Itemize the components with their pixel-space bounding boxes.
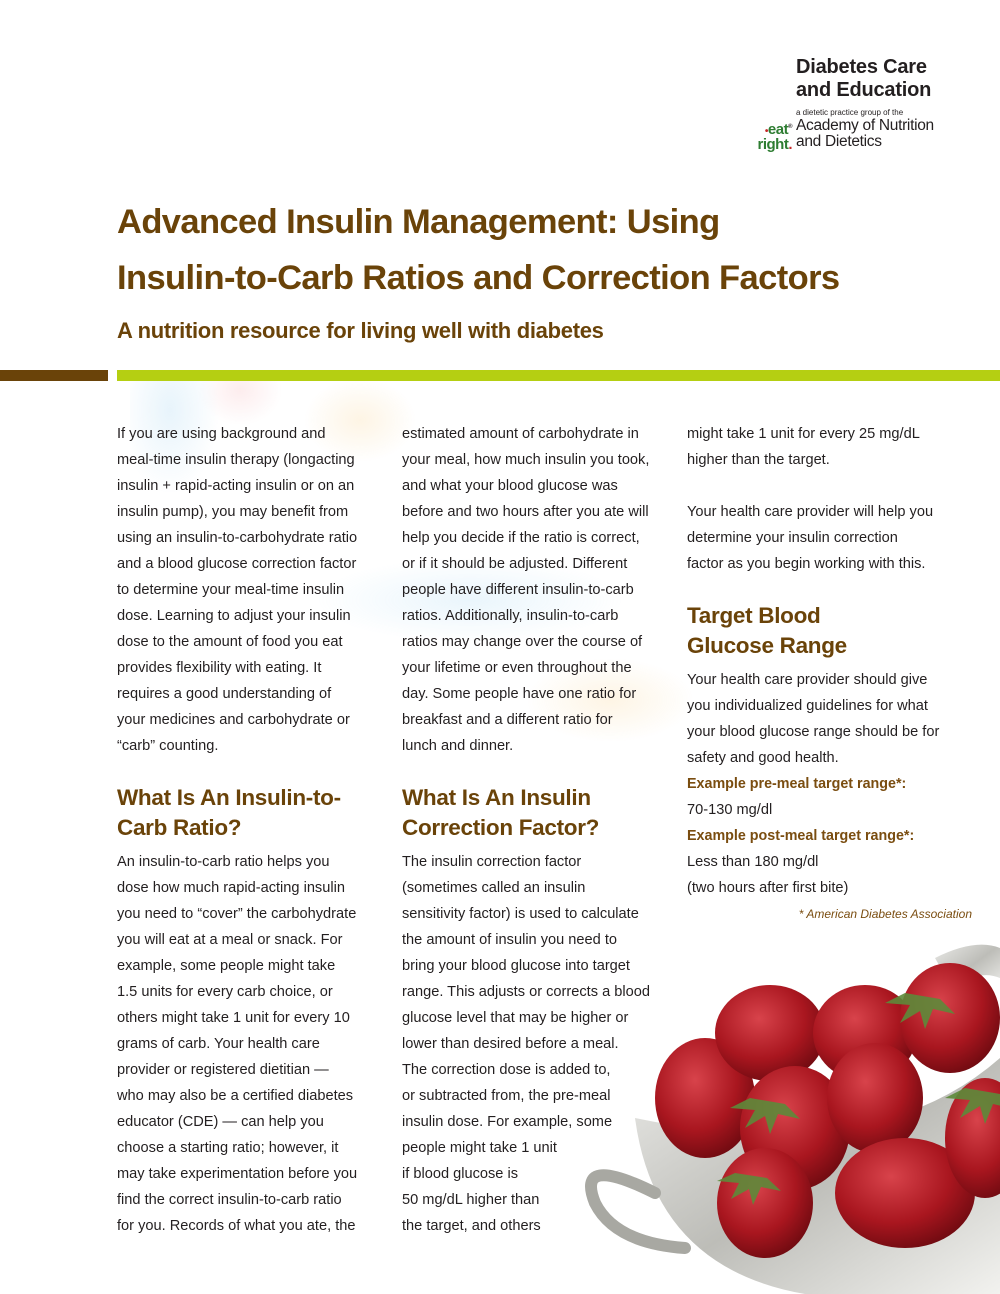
strawberry-colander-image [575,938,1000,1294]
page-subtitle: A nutrition resource for living well with diabetes [117,318,604,343]
text-line: your blood glucose range should be for [687,724,940,740]
text-line: insulin dose. For example, some [402,1114,613,1130]
footnote: * American Diabetes Association [798,907,972,921]
eat-right-logo-icon: •eat® right. [757,121,792,153]
heading-line: What Is An Insulin-to- [117,785,341,810]
text-line: might take 1 unit for every 25 mg/dL [687,426,920,442]
text-line: may take experimentation before you [117,1166,358,1182]
logo-org-line2: and Dietetics [796,133,882,150]
text-line: for you. Records of what you ate, the [117,1218,356,1234]
text-line: the amount of insulin you need to [402,932,618,948]
text-line: choose a starting ratio; however, it [117,1140,339,1156]
text-line: sensitivity factor) is used to calculate [402,906,639,922]
target-paragraph [687,667,972,771]
logo-title-line2: and Education [796,79,932,101]
text-line: and what your blood glucose was [402,478,618,494]
text-line: 1.5 units for every carb choice, or [117,984,333,1000]
text-line: requires a good understanding of [117,686,332,702]
text-line: glucose level that may be higher or [402,1010,629,1026]
text-line: determine your insulin correction [687,530,898,546]
logo-organization [796,118,934,150]
page-title-line2: Insulin-to-Carb Ratios and Correction Factors [117,259,840,297]
text-line: before and two hours after you ate will [402,504,649,520]
text-line: 50 mg/dL higher than [402,1192,540,1208]
text-line: others might take 1 unit for every 10 [117,1010,350,1026]
text-line: if blood glucose is [402,1166,519,1182]
post-meal-note: (two hours after first bite) [687,880,849,896]
heading-line: Correction Factor? [402,815,600,840]
text-line: using an insulin-to-carbohydrate ratio [117,530,358,546]
text-line: factor as you begin working with this. [687,556,926,572]
logo-org-line1: Academy of Nutrition [796,117,934,134]
page-title [117,194,977,306]
heading-line: What Is An Insulin [402,785,591,810]
right-text: right [757,136,789,153]
section-heading-correction [402,783,677,843]
logo-subtitle: a dietetic practice group of the [796,108,904,117]
text-line: day. Some people have one ratio for [402,686,637,702]
text-line: The insulin correction factor [402,854,582,870]
provider-paragraph [687,499,972,577]
text-line: insulin + rapid-acting insulin or on an [117,478,355,494]
text-line: your lifetime or even throughout the [402,660,632,676]
text-line: lunch and dinner. [402,738,514,754]
text-line: safety and good health. [687,750,839,766]
text-line: ratios may change over the course of [402,634,643,650]
heading-line: Target Blood [687,603,821,628]
column-3 [687,421,972,927]
text-line: find the correct insulin-to-carb ratio [117,1192,342,1208]
text-line: provider or registered dietitian — [117,1062,329,1078]
text-line: to determine your meal-time insulin [117,582,345,598]
red-dot: . [788,136,792,153]
text-line: people might take 1 unit [402,1140,557,1156]
text-line: range. This adjusts or corrects a blood [402,984,650,1000]
text-line: grams of carb. Your health care [117,1036,320,1052]
text-line: example, some people might take [117,958,336,974]
divider-green [117,370,1000,381]
text-line: or subtracted from, the pre-meal [402,1088,611,1104]
text-line: provides flexibility with eating. It [117,660,322,676]
text-line: “carb” counting. [117,738,219,754]
organization-logo [742,56,972,156]
text-line: Your health care provider will help you [687,504,934,520]
text-line: breakfast and a different ratio for [402,712,613,728]
pre-meal-value: 70-130 mg/dl [687,802,773,818]
text-line: your medicines and carbohydrate or [117,712,350,728]
text-line: educator (CDE) — can help you [117,1114,324,1130]
ratio-paragraph [117,849,392,1239]
heading-line: Carb Ratio? [117,815,242,840]
text-line: you will eat at a meal or snack. For [117,932,343,948]
text-line: ratios. Additionally, insulin-to-carb [402,608,619,624]
text-line: An insulin-to-carb ratio helps you [117,854,330,870]
text-line: If you are using background and [117,426,326,442]
pre-meal-range [687,771,972,823]
page-title-line1: Advanced Insulin Management: Using [117,203,720,241]
section-heading-target [687,601,972,661]
text-line: the target, and others [402,1218,541,1234]
post-meal-range [687,823,972,901]
text-line: or if it should be adjusted. Different [402,556,628,572]
text-line: (sometimes called an insulin [402,880,586,896]
text-line: The correction dose is added to, [402,1062,611,1078]
text-line: people have different insulin-to-carb [402,582,634,598]
text-line: who may also be a certified diabetes [117,1088,354,1104]
text-line: insulin pump), you may benefit from [117,504,349,520]
strawberry-icon [575,938,1000,1294]
text-line: meal-time insulin therapy (longacting [117,452,355,468]
text-line: bring your blood glucose into target [402,958,630,974]
logo-title-line1: Diabetes Care [796,56,927,78]
text-line: dose to the amount of food you eat [117,634,343,650]
text-line: your meal, how much insulin you took, [402,452,650,468]
intro-paragraph [117,421,392,759]
text-line: you individualized guidelines for what [687,698,928,714]
post-meal-label: Example post-meal target range*: [687,828,915,844]
column-1 [117,421,392,1239]
text-line: higher than the target. [687,452,830,468]
section-heading-ratio [117,783,392,843]
text-line: lower than desired before a meal. [402,1036,619,1052]
registered-mark: ® [788,124,792,130]
text-line: dose how much rapid-acting insulin [117,880,345,896]
eat-text: eat [767,121,789,138]
text-line: help you decide if the ratio is correct, [402,530,640,546]
logo-title [796,56,931,102]
divider-brown [0,370,108,381]
ratio-paragraph-continued [402,421,677,759]
text-line: dose. Learning to adjust your insulin [117,608,351,624]
pre-meal-label: Example pre-meal target range*: [687,776,907,792]
heading-line: Glucose Range [687,633,847,658]
text-line: and a blood glucose correction factor [117,556,357,572]
post-meal-value: Less than 180 mg/dl [687,854,819,870]
correction-paragraph-continued [687,421,972,473]
text-line: Your health care provider should give [687,672,928,688]
text-line: you need to “cover” the carbohydrate [117,906,357,922]
text-line: estimated amount of carbohydrate in [402,426,639,442]
